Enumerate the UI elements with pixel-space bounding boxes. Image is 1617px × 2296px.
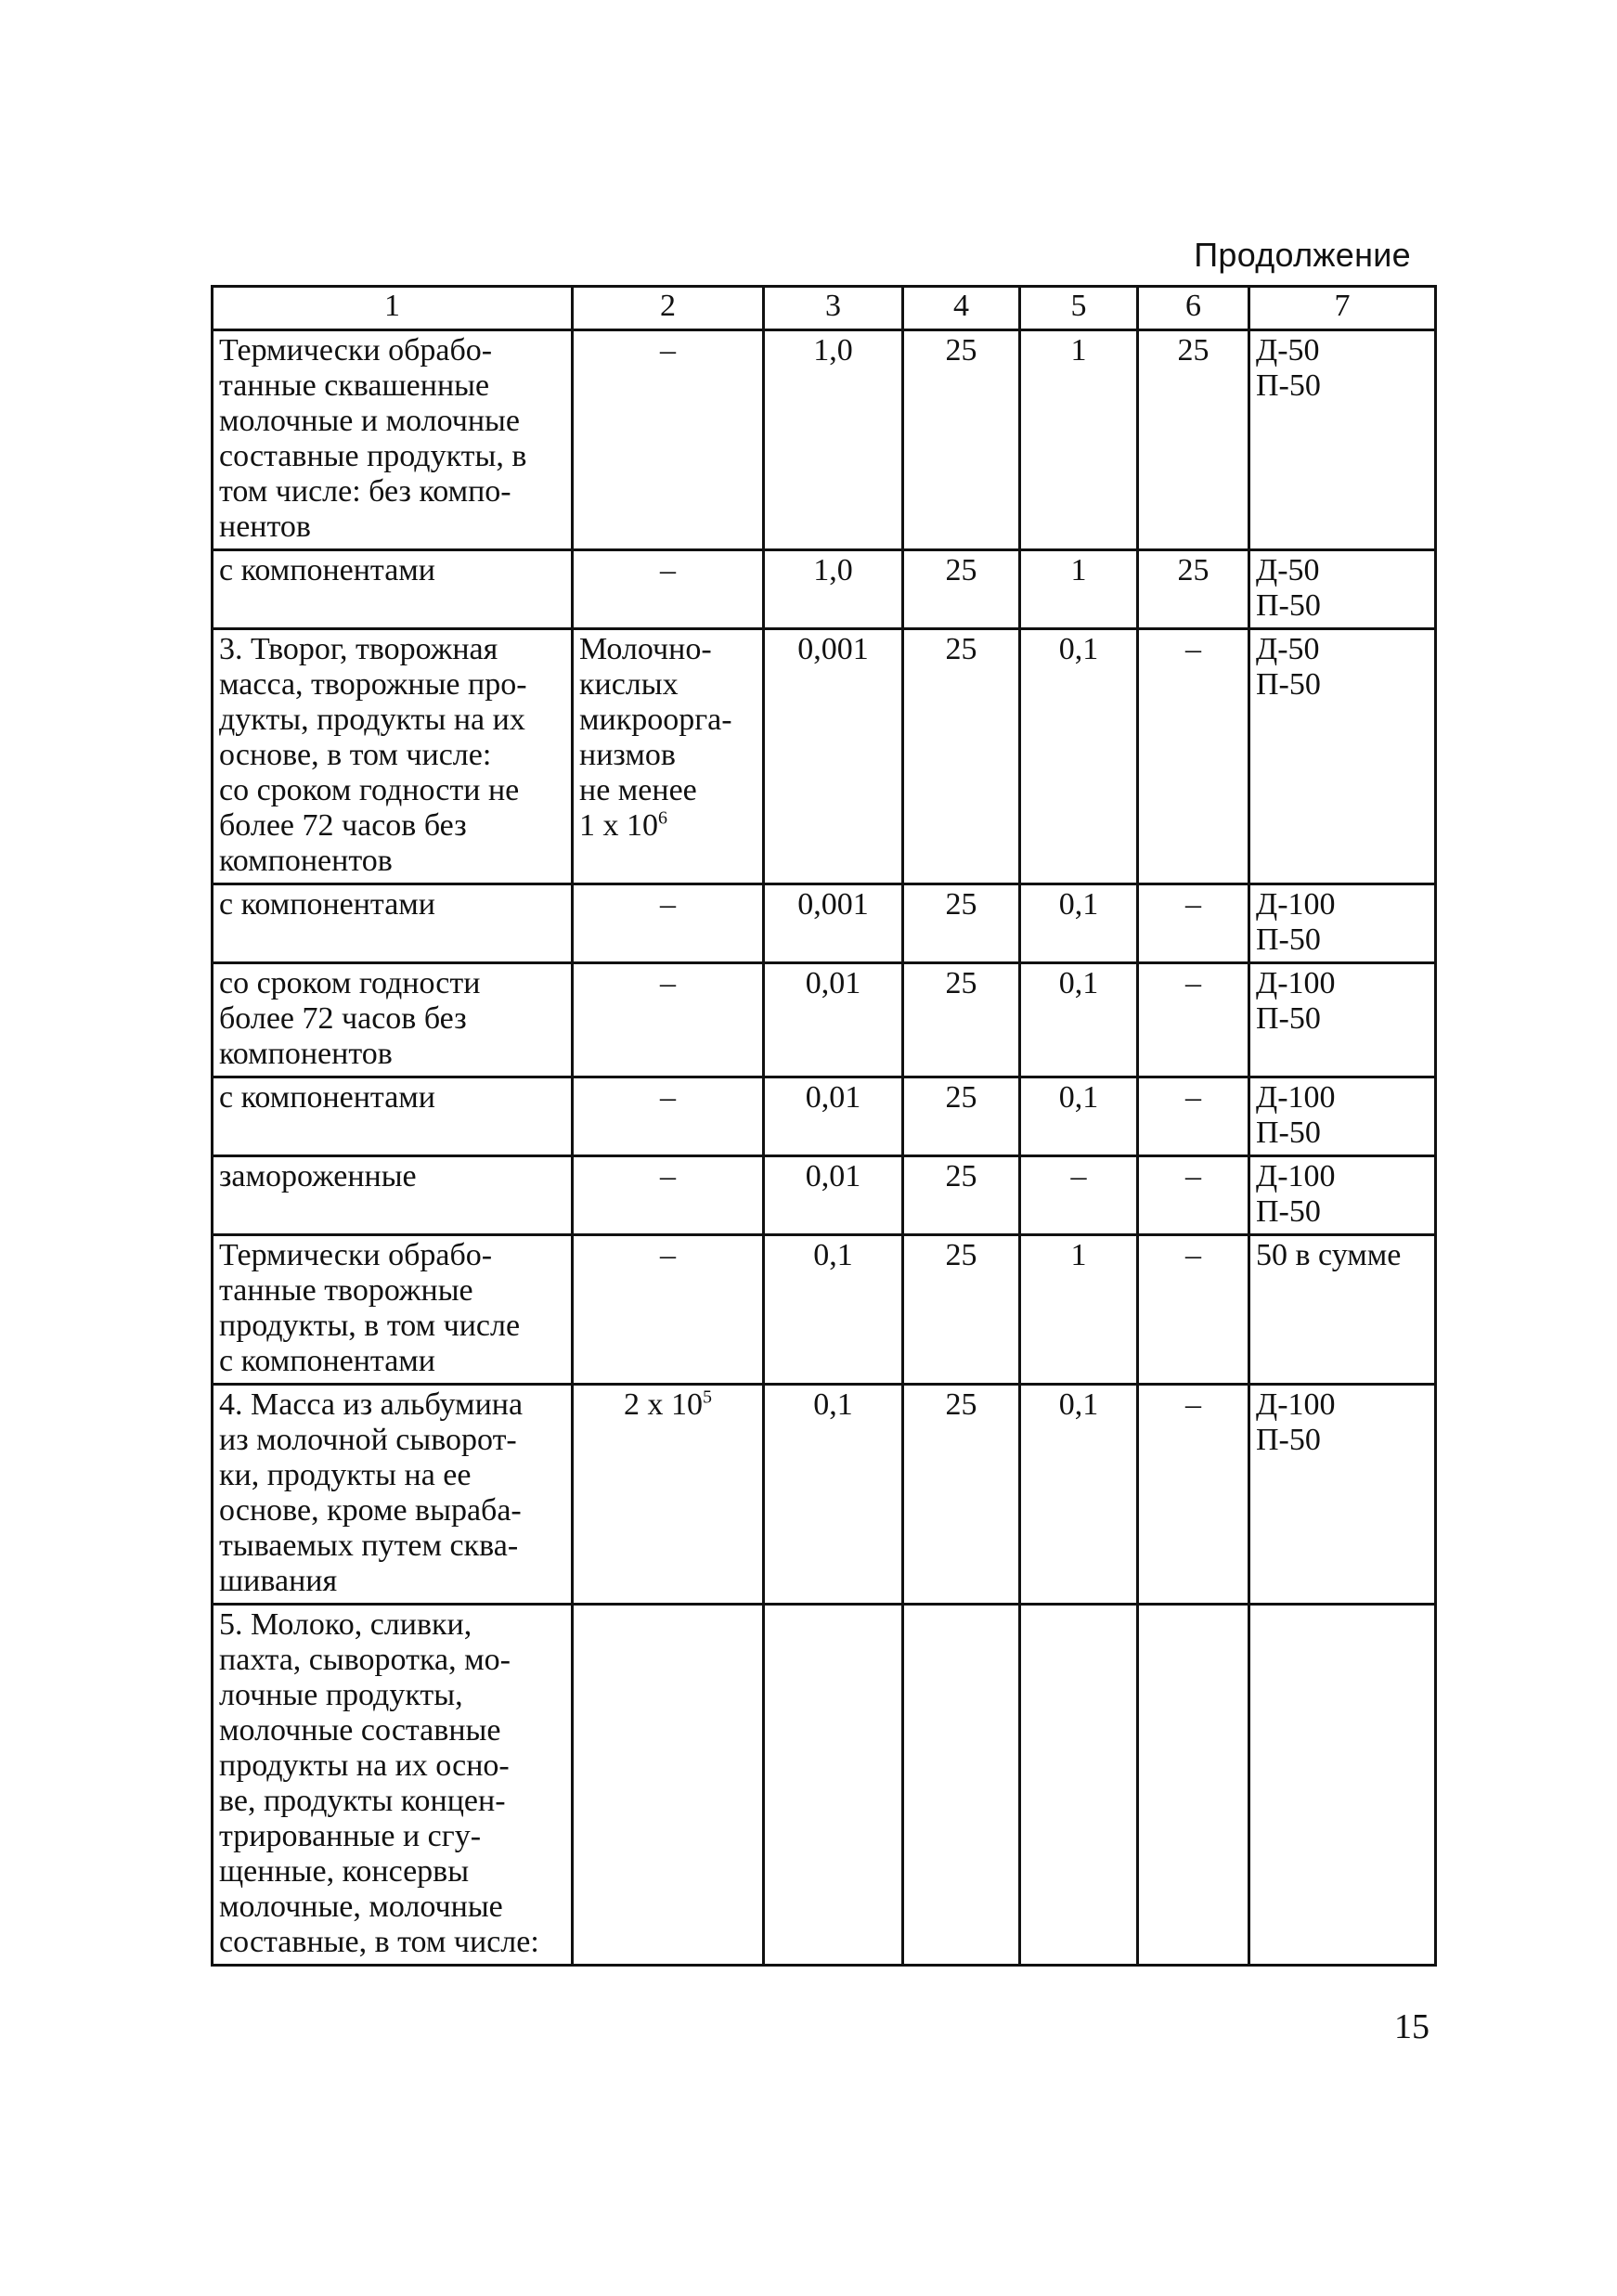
cell-col-3: 0,1 [764,1385,903,1605]
power-exponent: 6 [658,807,667,829]
cell-col-6: – [1138,1235,1249,1385]
cell-col-2 [573,1605,764,1966]
cell-col-5: 1 [1020,330,1138,550]
cell-line: щенные, консервы [219,1854,470,1889]
cell-col-5: 1 [1020,550,1138,629]
cell-line: Термически обрабо- [219,333,493,368]
cell-line: молочные и молочные [219,404,520,438]
column-header: 1 [213,287,573,330]
cell-line: масса, творожные про- [219,667,527,702]
cell-col-5: 0,1 [1020,629,1138,884]
cell-col-4: 25 [903,963,1020,1077]
cell-line: основе, в том числе: [219,738,492,772]
cell-line: Д-50 [1256,553,1320,587]
cell-line: молочные составные [219,1713,501,1748]
cell-line: Термически обрабо- [219,1238,493,1272]
cell-line: П-50 [1256,1116,1321,1150]
cell-line: 5. Молоко, сливки, [219,1607,472,1642]
power-base: 1 x 10 [579,808,658,843]
cell-line: том числе: без компо- [219,474,511,509]
cell-col-4: 25 [903,550,1020,629]
cell-line: пахта, сыворотка, мо- [219,1643,511,1677]
cell-col-5: 1 [1020,1235,1138,1385]
cell-col-7 [1249,1235,1436,1385]
cell-product [213,884,573,963]
header-row [213,287,1436,330]
cell-line [579,808,757,844]
cell-line: тываемых путем сква- [219,1529,519,1563]
cell-line: Д-50 [1256,632,1320,666]
cell-col-3 [764,1605,903,1966]
table-row [213,629,1436,884]
cell-line: 50 в сумме [1256,1238,1402,1272]
cell-product [213,1077,573,1156]
column-header: 7 [1249,287,1436,330]
cell-col-7 [1249,629,1436,884]
cell-line: П-50 [1256,667,1321,702]
cell-line: П-50 [1256,588,1321,623]
cell-col-2: – [573,1235,764,1385]
cell-col-6: – [1138,629,1249,884]
cell-line: молочные, молочные [219,1890,503,1924]
cell-line: нентов [219,510,311,544]
table-row [213,1077,1436,1156]
cell-col-7 [1249,1077,1436,1156]
cell-line: с компонентами [219,887,436,922]
cell-col-5: – [1020,1156,1138,1235]
cell-col-4: 25 [903,1235,1020,1385]
cell-col-5 [1020,1605,1138,1966]
cell-line: П-50 [1256,922,1321,957]
table-row [213,884,1436,963]
cell-col-6: – [1138,963,1249,1077]
table-row [213,963,1436,1077]
cell-line: лочные продукты, [219,1678,463,1712]
cell-line: шивания [219,1564,338,1598]
table-row [213,330,1436,550]
cell-col-2: – [573,1077,764,1156]
cell-line: составные продукты, в [219,439,527,473]
cell-line: ки, продукты на ее [219,1458,472,1492]
cell-line: П-50 [1256,368,1321,403]
cell-line: более 72 часов без [219,1001,467,1036]
cell-line: составные, в том числе: [219,1925,539,1959]
cell-col-2: – [573,963,764,1077]
cell-product [213,629,573,884]
cell-line: 4. Масса из альбумина [219,1387,524,1422]
column-header: 4 [903,287,1020,330]
cell-col-3: 1,0 [764,550,903,629]
cell-col-6 [1138,1605,1249,1966]
cell-col-6: – [1138,1156,1249,1235]
cell-line: Д-100 [1256,966,1336,1000]
cell-line: с компонентами [219,1080,436,1115]
cell-col-3: 0,01 [764,1077,903,1156]
cell-product [213,1235,573,1385]
cell-product [213,1156,573,1235]
table-row [213,1605,1436,1966]
cell-col-4: 25 [903,629,1020,884]
cell-product [213,1385,573,1605]
cell-line: более 72 часов без [219,808,467,843]
cell-col-3: 1,0 [764,330,903,550]
cell-line: из молочной сыворот- [219,1423,517,1457]
cell-col-2: – [573,330,764,550]
cell-col-7 [1249,1156,1436,1235]
cell-line: продукты, в том числе [219,1309,521,1343]
cell-col-2: – [573,550,764,629]
cell-col-6: – [1138,1385,1249,1605]
cell-col-4 [903,1605,1020,1966]
data-table [211,285,1437,1967]
column-header: 5 [1020,287,1138,330]
cell-product [213,330,573,550]
cell-col-6: – [1138,884,1249,963]
cell-col-5: 0,1 [1020,1077,1138,1156]
cell-line: Молочно- [579,632,712,666]
cell-line: дукты, продукты на их [219,703,525,737]
cell-col-3: 0,01 [764,963,903,1077]
cell-line: с компонентами [219,553,436,587]
cell-line: кислых [579,667,679,702]
table-row [213,550,1436,629]
cell-line: трированные и сгу- [219,1819,482,1853]
cell-line: со сроком годности не [219,773,520,807]
cell-line: не менее [579,773,697,807]
cell-col-4: 25 [903,1385,1020,1605]
cell-line: со сроком годности [219,966,481,1000]
cell-line: 3. Творог, творожная [219,632,498,666]
cell-col-7 [1249,330,1436,550]
cell-line: Д-100 [1256,887,1336,922]
power-exponent: 5 [703,1387,712,1408]
column-header: 6 [1138,287,1249,330]
cell-line: низмов [579,738,676,772]
cell-col-4: 25 [903,1156,1020,1235]
continuation-label: Продолжение [1194,236,1411,274]
cell-col-5: 0,1 [1020,1385,1138,1605]
cell-line: микроорга- [579,703,732,737]
cell-col-5: 0,1 [1020,963,1138,1077]
cell-line: танные творожные [219,1273,473,1308]
cell-line: продукты на их осно- [219,1748,510,1783]
cell-col-6: 25 [1138,330,1249,550]
cell-line: замороженные [219,1159,417,1193]
cell-product [213,963,573,1077]
cell-col-3: 0,1 [764,1235,903,1385]
cell-col-7 [1249,1385,1436,1605]
cell-line: танные сквашенные [219,368,490,403]
cell-line: Д-100 [1256,1159,1336,1193]
cell-line: П-50 [1256,1001,1321,1036]
cell-line: Д-50 [1256,333,1320,368]
table-row [213,1385,1436,1605]
cell-col-3: 0,01 [764,1156,903,1235]
power-base: 2 x 10 [624,1387,703,1422]
cell-col-3: 0,001 [764,629,903,884]
cell-col-6: – [1138,1077,1249,1156]
cell-line: компонентов [219,844,393,878]
cell-col-3: 0,001 [764,884,903,963]
cell-col-7 [1249,884,1436,963]
column-header: 2 [573,287,764,330]
cell-col-2 [573,1385,764,1605]
cell-line: с компонентами [219,1344,436,1378]
cell-col-2 [573,629,764,884]
cell-line: Д-100 [1256,1080,1336,1115]
cell-col-2: – [573,884,764,963]
cell-col-4: 25 [903,330,1020,550]
cell-col-7 [1249,963,1436,1077]
cell-line [579,1387,757,1423]
cell-line: П-50 [1256,1423,1321,1457]
cell-line: Д-100 [1256,1387,1336,1422]
cell-col-2: – [573,1156,764,1235]
cell-col-7 [1249,1605,1436,1966]
cell-line: ве, продукты концен- [219,1784,506,1818]
cell-line: компонентов [219,1037,393,1071]
cell-line: основе, кроме выраба- [219,1493,522,1528]
cell-col-6: 25 [1138,550,1249,629]
cell-line: П-50 [1256,1194,1321,1229]
cell-product [213,1605,573,1966]
page-number: 15 [1394,2007,1429,2046]
cell-col-5: 0,1 [1020,884,1138,963]
cell-col-4: 25 [903,1077,1020,1156]
cell-col-7 [1249,550,1436,629]
cell-col-4: 25 [903,884,1020,963]
column-header: 3 [764,287,903,330]
table-row [213,1156,1436,1235]
table-row [213,1235,1436,1385]
cell-product [213,550,573,629]
